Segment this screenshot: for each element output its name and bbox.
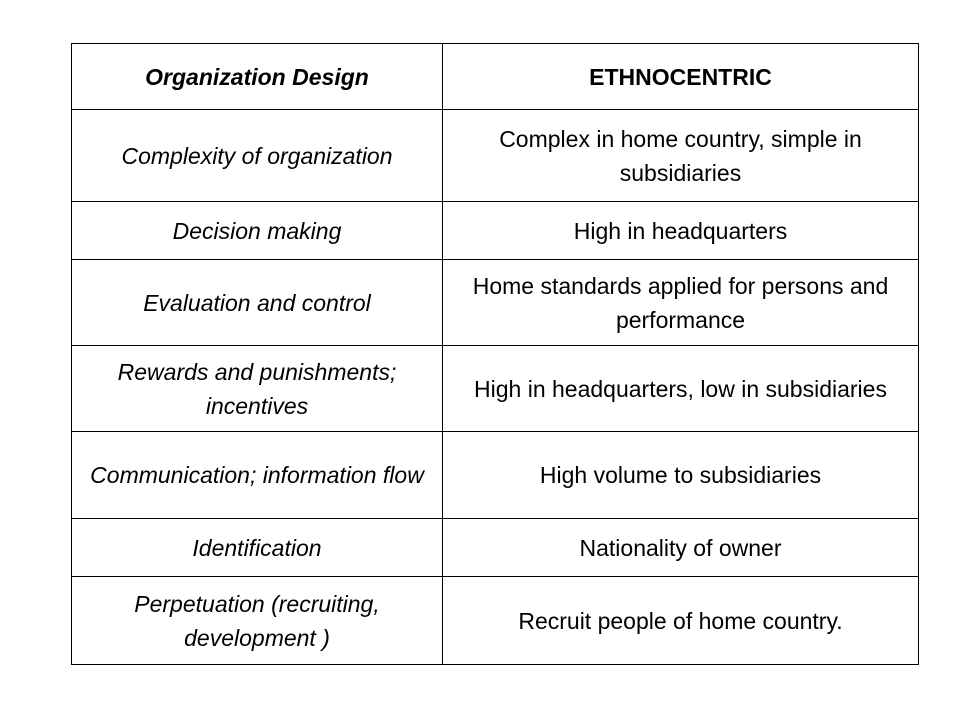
header-ethnocentric: ETHNOCENTRIC [443,44,919,110]
table-header-row [72,44,919,110]
table-row [72,432,919,519]
row-value: Complex in home country, simple in subsidiaries [443,110,919,202]
row-value: Home standards applied for persons and performance [443,260,919,346]
table-row [72,202,919,260]
row-label: Identification [72,519,443,577]
row-label: Decision making [72,202,443,260]
row-label: Rewards and punishments; incentives [72,346,443,432]
row-value: High volume to subsidiaries [443,432,919,519]
row-value: Nationality of owner [443,519,919,577]
row-value: Recruit people of home country. [443,577,919,665]
row-label: Evaluation and control [72,260,443,346]
table-row [72,110,919,202]
organization-design-table [71,43,919,665]
row-value: High in headquarters [443,202,919,260]
row-label: Communication; information flow [72,432,443,519]
row-label: Complexity of organization [72,110,443,202]
header-organization-design: Organization Design [72,44,443,110]
table-row [72,260,919,346]
row-label: Perpetuation (recruiting, development ) [72,577,443,665]
row-value: High in headquarters, low in subsidiaries [443,346,919,432]
table-row [72,519,919,577]
table-row [72,577,919,665]
table-row [72,346,919,432]
